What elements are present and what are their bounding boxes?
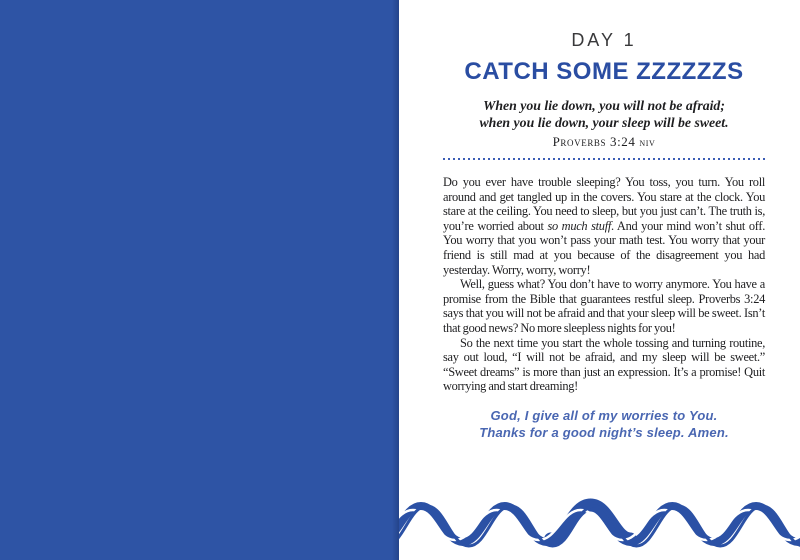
wave-squiggle-decoration — [399, 492, 800, 554]
body-paragraph-2: Well, guess what? You don’t have to worry anymore. You have a promise from the Bible that guarantees restful sleep. Proverbs 3:24 says that you will not be afraid and that your sleep will be sweet. Isn’t that good news? No more sleepless nights for you! — [443, 277, 765, 335]
right-page — [399, 0, 800, 560]
verse-line-1: When you lie down, you will not be afraid; — [483, 98, 725, 113]
chapter-title: CATCH SOME ZZZZZZS — [464, 58, 744, 85]
body-paragraph-1-before: Do you ever have trouble sleeping? You toss, you turn. You roll around and get tangled up in the covers. You stare at the clock. You stare at the ceiling. You need to sleep, but you just can’t. The truth is, you’re worried about — [443, 175, 765, 233]
closing-prayer — [443, 407, 765, 442]
verse-reference-version: niv — [639, 137, 656, 149]
dotted-divider — [443, 158, 765, 160]
body-paragraph-1-after: . And your mind won’t shut off. You worry that you won’t pass your math test. You worry that your friend is still mad at you because of the disagreement you had yesterday. Worry, worry, worry! — [443, 218, 765, 277]
devotional-content — [443, 0, 765, 442]
verse-line-2: when you lie down, your sleep will be sweet. — [479, 115, 729, 130]
devotional-body — [443, 175, 765, 394]
wave-icon — [399, 492, 800, 554]
body-paragraph-1 — [443, 175, 765, 277]
body-paragraph-1-emphasis: so much stuff — [547, 218, 611, 233]
verse-reference-book: Proverbs 3:24 — [552, 134, 636, 149]
day-label: DAY 1 — [571, 30, 637, 50]
left-page-blue — [0, 0, 399, 560]
verse-reference — [443, 134, 765, 150]
scripture-verse — [443, 97, 765, 131]
prayer-line-2: Thanks for a good night’s sleep. Amen. — [479, 425, 729, 441]
prayer-line-1: God, I give all of my worries to You. — [490, 407, 718, 423]
body-paragraph-3: So the next time you start the whole tossing and turning routine, say out loud, “I will not be afraid, and my sleep will be sweet.” “Sweet dreams” is more than just an expression. It’s a promise! Quit worrying and start dreaming! — [443, 335, 765, 394]
page-gutter-shadow — [392, 0, 399, 560]
